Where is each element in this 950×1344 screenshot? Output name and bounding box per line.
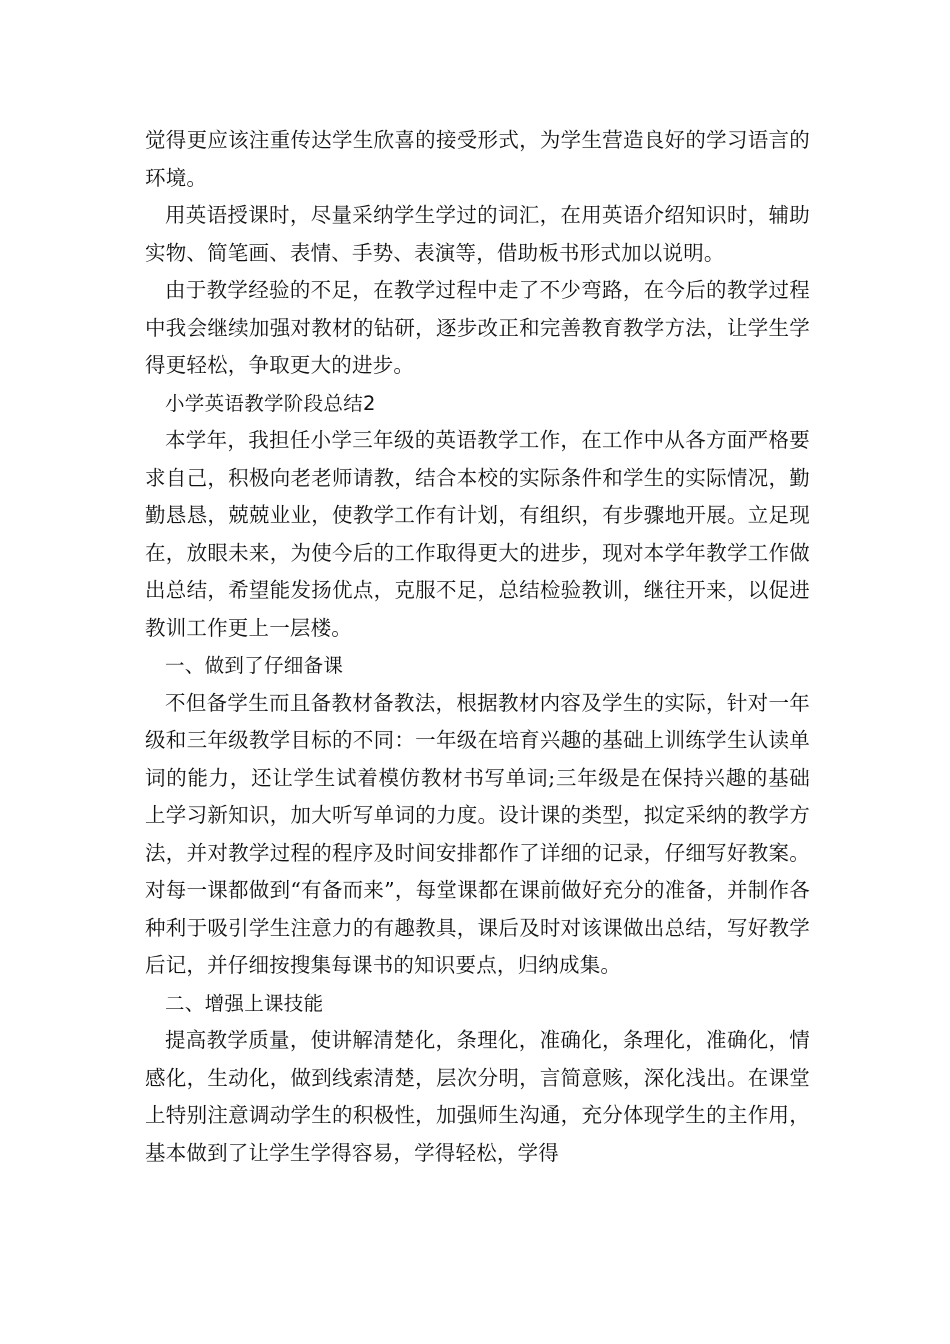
section-title-summary-2: 小学英语教学阶段总结2 (165, 391, 376, 415)
paragraph-teaching-skills: 提高教学质量，使讲解清楚化，条理化，准确化，条理化，准确化，情感化，生动化，做到线索清楚，层次分明，言简意赅，深化浅出。在课堂上特别注意调动学生的积极性，加强师生沟通，充分体现学生的主作用，基本做到了让学生学得容易，学得轻松，学得 (145, 1028, 810, 1165)
paragraph-introduction: 本学年，我担任小学三年级的英语教学工作，在工作中从各方面严格要求自己，积极向老老师请教，结合本校的实际条件和学生的实际情况，勤勤恳恳，兢兢业业，使教学工作有计划，有组织，有步骤地开展。立足现在，放眼未来，为使今后的工作取得更大的进步，现对本学年教学工作做出总结，希望能发扬优点，克服不足，总结检验教训，继往开来，以促进教训工作更上一层楼。 (145, 428, 810, 640)
paragraph-experience: 由于教学经验的不足，在教学过程中走了不少弯路，在今后的教学过程中我会继续加强对教材的钻研，逐步改正和完善教育教学方法，让学生学得更轻松，争取更大的进步。 (145, 278, 810, 377)
heading-teaching-skills: 二、增强上课技能 (165, 991, 324, 1015)
heading-lesson-preparation: 一、做到了仔细备课 (165, 654, 344, 677)
paragraph-lesson-preparation: 不但备学生而且备教材备教法，根据教材内容及学生的实际，针对一年级和三年级教学目标的不同：一年级在培育兴趣的基础上训练学生认读单词的能力，还让学生试着模仿教材书写单词;三年级是在保持兴趣的基础上学习新知识，加大听写单词的力度。设计课的类型，拟定采纳的教学方法，并对教学过程的程序及时间安排都作了详细的记录，仔细写好教案。对每一课都做到“有备而来”，每堂课都在课前做好充分的准备，并制作各种利于吸引学生注意力的有趣教具，课后及时对该课做出总结，写好教学后记，并仔细按搜集每课书的知识要点，归纳成集。 (145, 690, 810, 977)
document-body (145, 122, 810, 1172)
paragraph-continuation: 觉得更应该注重传达学生欣喜的接受形式，为学生营造良好的学习语言的环境。 (145, 128, 810, 190)
paragraph-teaching-in-english: 用英语授课时，尽量采纳学生学过的词汇，在用英语介绍知识时，辅助实物、简笔画、表情、手势、表演等，借助板书形式加以说明。 (145, 203, 810, 265)
